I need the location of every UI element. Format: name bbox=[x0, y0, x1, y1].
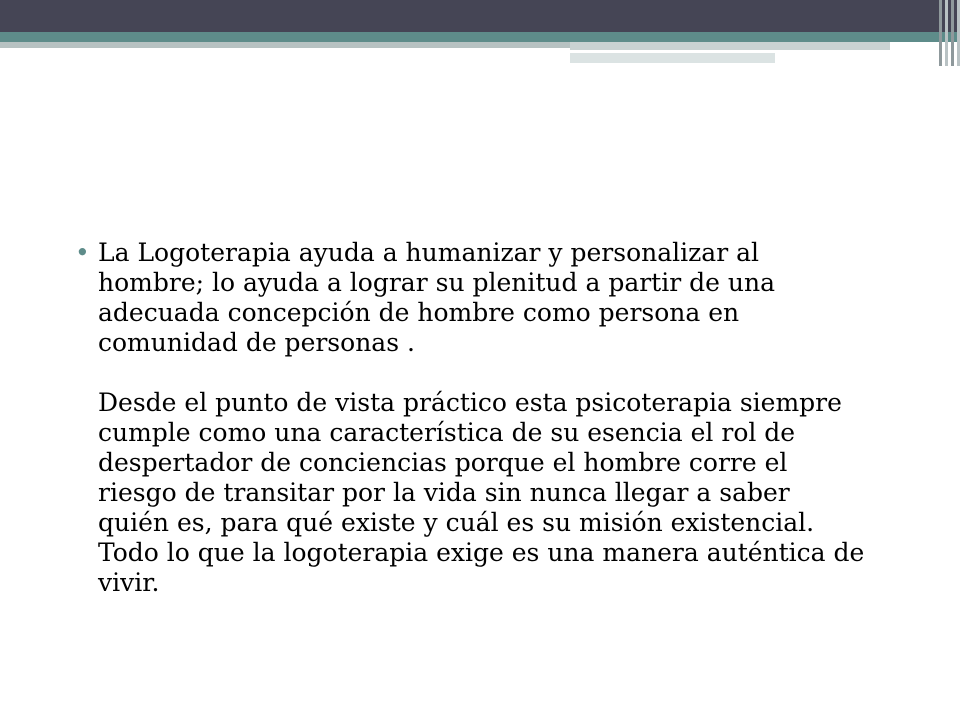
paragraph-logoterapia: La Logoterapia ayuda a humanizar y personalizar al hombre; lo ayuda a lograr su plenitud a partir de una adecuada concepción de hombre como persona en comunidad de personas . bbox=[98, 238, 775, 357]
corner-stripe bbox=[945, 0, 948, 66]
bullet-item bbox=[75, 238, 865, 598]
slide-body bbox=[75, 238, 865, 598]
bullet-icon: • bbox=[75, 238, 90, 267]
header-band-gray bbox=[0, 42, 570, 48]
header-band-dark bbox=[0, 0, 960, 32]
corner-stripe bbox=[939, 0, 942, 66]
paragraph-punto-de-vista: Desde el punto de vista práctico esta psicoterapia siempre cumple como una característica de su esencia el rol de despertador de conciencias porque el hombre corre el riesgo de transitar por la vida sin nunca llegar a saber quién es, para qué existe y cuál es su misión existencial. Todo lo que la logoterapia exige es una manera auténtica de vivir. bbox=[98, 388, 865, 597]
header-band-gray-step bbox=[570, 42, 890, 50]
corner-stripes bbox=[930, 0, 960, 66]
corner-stripe bbox=[951, 0, 954, 66]
header-band-gray-low bbox=[570, 53, 775, 63]
header-band-teal bbox=[0, 32, 960, 42]
